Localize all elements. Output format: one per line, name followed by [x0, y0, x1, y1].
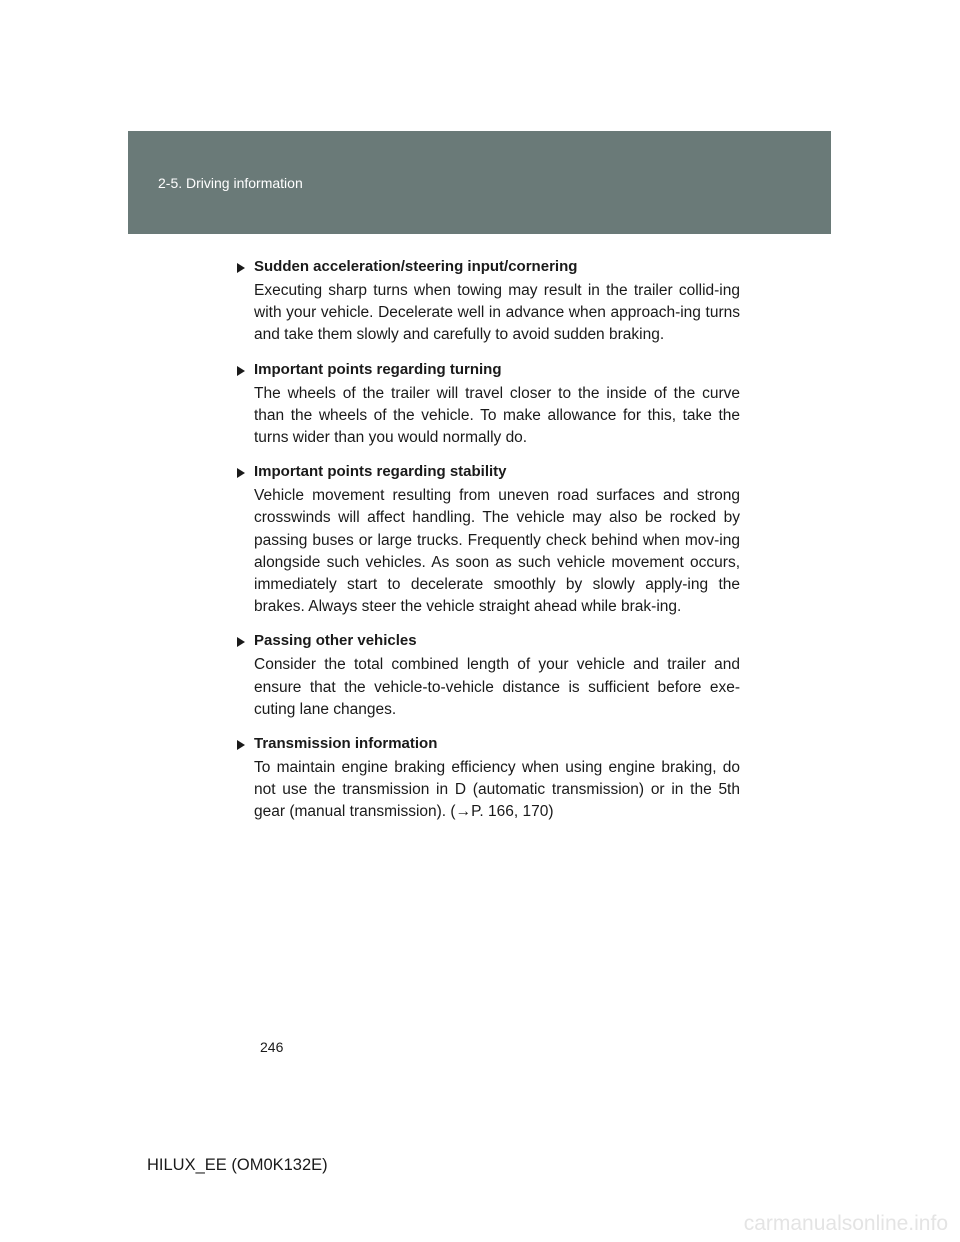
- triangle-bullet-icon: [237, 740, 245, 750]
- triangle-bullet-icon: [237, 263, 245, 273]
- item-body: Vehicle movement resulting from uneven road surfaces and strong crosswinds will affect handling. The vehicle may also be rocked by passing buses or large trucks. Frequently check behind when mov-ing alongside such vehicles. As soon as such vehicle movement occurs, immediately start to decelerate smoothly by slowly apply-ing the brakes. Always steer the vehicle straight ahead while brak-ing.: [254, 487, 740, 616]
- item-body: Consider the total combined length of your vehicle and trailer and ensure that the vehicle-to-vehicle distance is sufficient before exe-cuting lane changes.: [254, 656, 740, 718]
- triangle-bullet-icon: [237, 637, 245, 647]
- item-passing: [237, 630, 740, 721]
- section-title: 2-5. Driving information: [158, 175, 303, 191]
- item-heading: [237, 461, 740, 483]
- item-stability: [237, 461, 740, 618]
- item-heading-text: Sudden acceleration/steering input/cornering: [254, 258, 578, 275]
- item-sudden-acceleration: [237, 256, 740, 347]
- item-heading: [237, 733, 740, 755]
- section-header-bar: [128, 131, 831, 234]
- item-heading-text: Transmission information: [254, 735, 438, 753]
- item-body: Executing sharp turns when towing may result in the trailer collid-ing with your vehicle. Decelerate well in advance when approach-ing turns and take them slowly and carefully to avoid sudden braking.: [254, 282, 740, 344]
- item-body: To maintain engine braking efficiency when using engine braking, do not use the transmission in D (automatic transmission) or in the 5th gear (manual transmission). (→P. 166, 170): [254, 759, 740, 821]
- item-heading: [237, 630, 740, 652]
- triangle-bullet-icon: [237, 366, 245, 376]
- item-turning: [237, 359, 740, 450]
- item-heading-text: Important points regarding turning: [254, 360, 502, 378]
- item-heading: [237, 256, 740, 278]
- item-heading: [237, 359, 740, 381]
- item-heading-text: Passing other vehicles: [254, 632, 417, 650]
- item-heading-text: Important points regarding stability: [254, 463, 507, 481]
- watermark: carmanualsonline.info: [743, 1212, 948, 1235]
- item-body: The wheels of the trailer will travel closer to the inside of the curve than the wheels of the vehicle. To make allowance for this, take the turns wider than you would normally do.: [254, 384, 740, 447]
- content-area: [237, 256, 740, 836]
- document-code: HILUX_EE (OM0K132E): [147, 1156, 328, 1174]
- triangle-bullet-icon: [237, 468, 245, 478]
- page-number: 246: [260, 1039, 284, 1055]
- item-transmission: [237, 733, 740, 824]
